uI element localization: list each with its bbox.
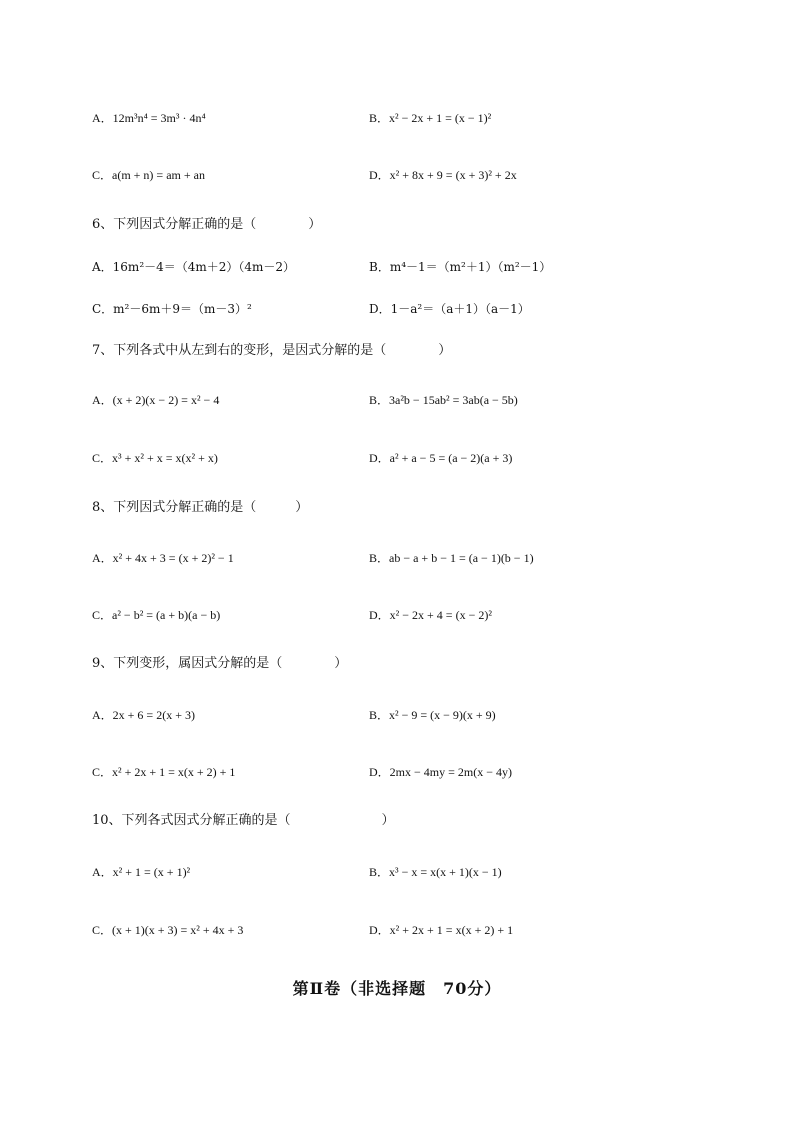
q10-option-a: A．x² + 1 = (x + 1)² xyxy=(92,865,191,879)
q9-option-b: B．x² − 9 = (x − 9)(x + 9) xyxy=(369,708,496,722)
q7-option-d: D．a² + a − 5 = (a − 2)(a + 3) xyxy=(369,451,513,465)
q6-option-a: A．16m²－4＝（4m＋2）（4m－2） xyxy=(92,260,296,274)
question-9-stem: 9、下列变形，属因式分解的是（ ） xyxy=(92,656,348,671)
q8-option-a: A．x² + 4x + 3 = (x + 2)² − 1 xyxy=(92,551,234,565)
prev-option-c: C．a(m + n) = am + an xyxy=(92,168,205,182)
q7-option-a: A．(x + 2)(x − 2) = x² − 4 xyxy=(92,393,220,407)
q9-option-c: C．x² + 2x + 1 = x(x + 2) + 1 xyxy=(92,765,236,779)
question-10-stem: 10、下列各式因式分解正确的是（ ） xyxy=(92,813,395,828)
q9-option-d: D．2mx − 4my = 2m(x − 4y) xyxy=(369,765,512,779)
q10-option-d: D．x² + 2x + 1 = x(x + 2) + 1 xyxy=(369,923,514,937)
q8-option-b: B．ab − a + b − 1 = (a − 1)(b − 1) xyxy=(369,551,534,565)
q6-option-c: C．m²－6m＋9＝（m－3）² xyxy=(92,302,252,316)
q8-option-d: D．x² − 2x + 4 = (x − 2)² xyxy=(369,608,492,622)
section-title: 第Ⅱ卷（非选择题 70分） xyxy=(292,979,502,998)
q7-option-b: B．3a²b − 15ab² = 3ab(a − 5b) xyxy=(369,393,518,407)
prev-option-d: D．x² + 8x + 9 = (x + 3)² + 2x xyxy=(369,168,517,182)
q7-option-c: C．x³ + x² + x = x(x² + x) xyxy=(92,451,218,465)
q9-option-a: A．2x + 6 = 2(x + 3) xyxy=(92,708,195,722)
question-6-stem: 6、下列因式分解正确的是（ ） xyxy=(92,217,322,232)
question-8-stem: 8、下列因式分解正确的是（ ） xyxy=(92,500,309,515)
q8-option-c: C．a² − b² = (a + b)(a − b) xyxy=(92,608,221,622)
prev-option-a: A．12m³n⁴ = 3m³ · 4n⁴ xyxy=(92,111,206,125)
question-7-stem: 7、下列各式中从左到右的变形，是因式分解的是（ ） xyxy=(92,343,452,358)
prev-option-b: B．x² − 2x + 1 = (x − 1)² xyxy=(369,111,492,125)
q10-option-c: C．(x + 1)(x + 3) = x² + 4x + 3 xyxy=(92,923,244,937)
q6-option-b: B．m⁴－1＝（m²＋1）（m²－1） xyxy=(369,260,552,274)
q10-option-b: B．x³ − x = x(x + 1)(x − 1) xyxy=(369,865,502,879)
q6-option-d: D．1－a²＝（a＋1）（a－1） xyxy=(369,302,530,316)
